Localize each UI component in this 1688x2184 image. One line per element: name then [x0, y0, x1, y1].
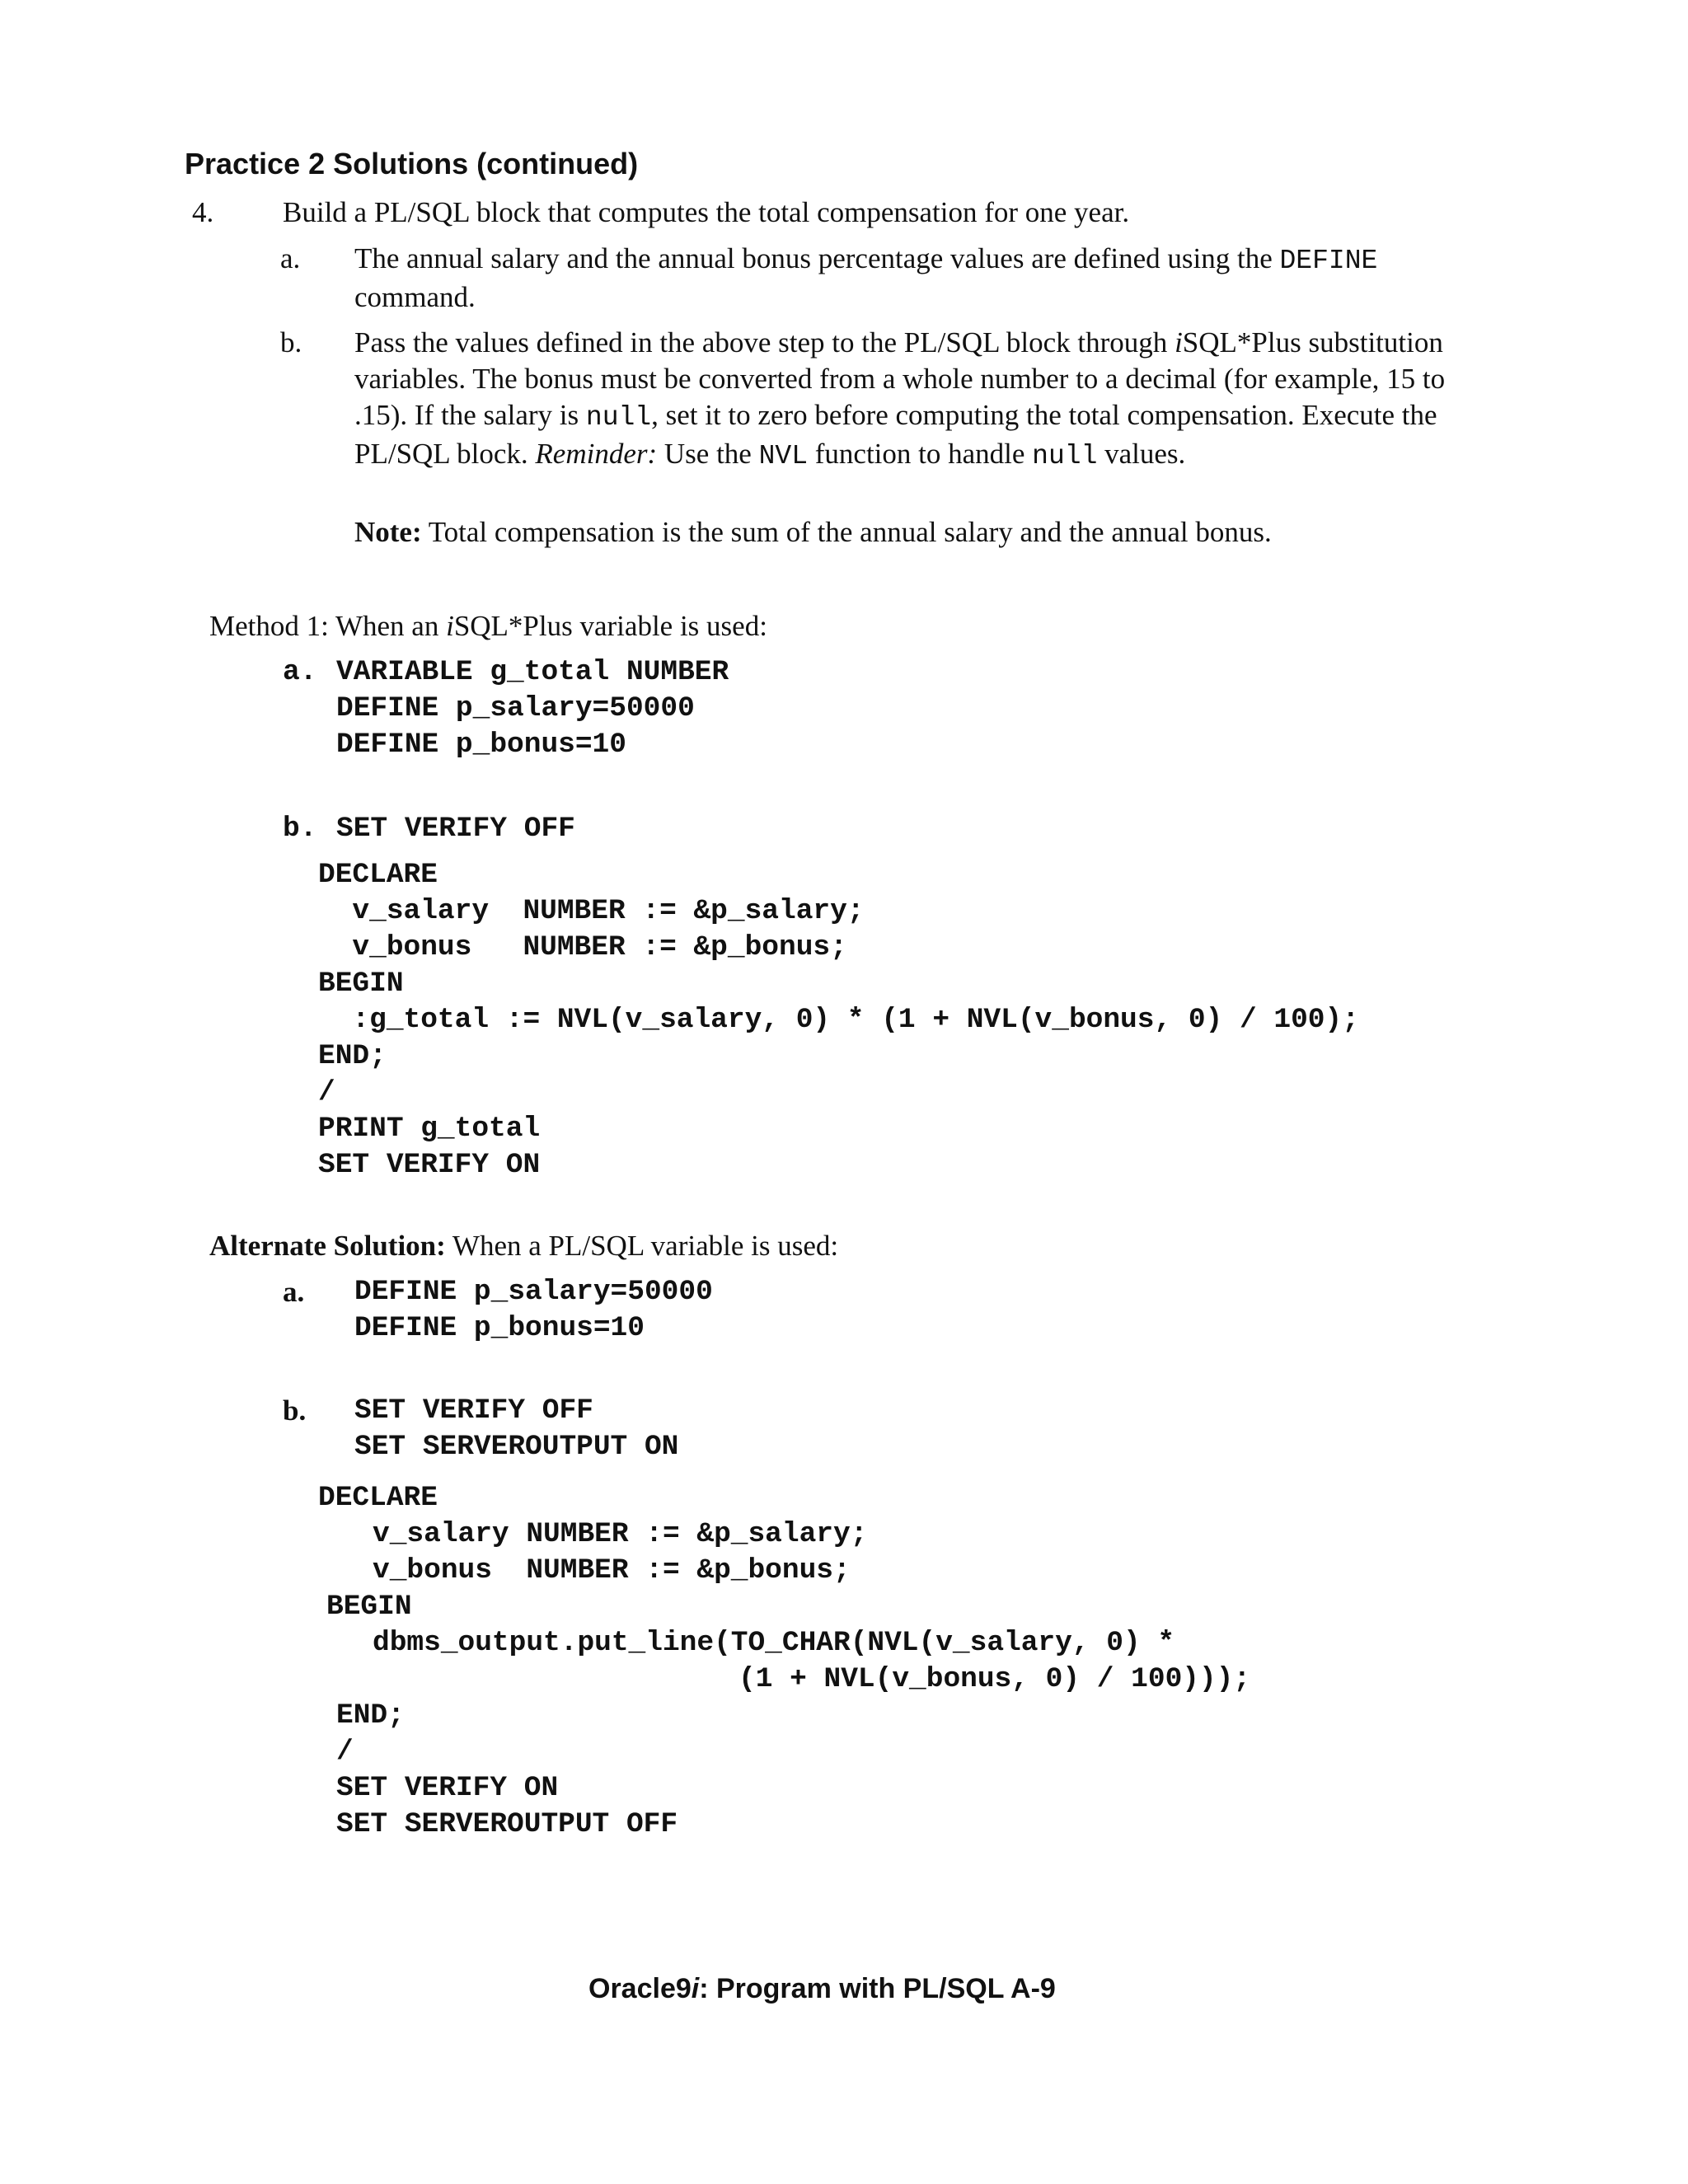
code-line: DEFINE p_salary=50000: [336, 692, 695, 724]
code-line: /: [318, 1076, 335, 1108]
define-inline-code: DEFINE: [1279, 246, 1378, 276]
method1-b-label: b.: [283, 813, 317, 845]
method1-title: Method 1: When an iSQL*Plus variable is used:: [209, 610, 767, 642]
question-number: 4.: [192, 196, 214, 228]
code-line: v_salary NUMBER := &p_salary;: [318, 895, 865, 927]
method1-a-code: [336, 654, 729, 763]
question-text: Build a PL/SQL block that computes the total compensation for one year.: [283, 196, 1130, 228]
alternate-decl-code: [373, 1516, 867, 1589]
note: Note: Total compensation is the sum of the annual salary and the annual bonus.: [354, 516, 1272, 548]
alternate-label: Alternate Solution:: [209, 1230, 446, 1262]
method1-a-label: a.: [283, 656, 317, 688]
code-line: END;: [336, 1699, 405, 1732]
alternate-end-code: [336, 1698, 678, 1843]
code-line: BEGIN: [318, 968, 404, 1000]
code-line: SET VERIFY ON: [318, 1149, 541, 1181]
nvl-inline-code: NVL: [758, 441, 809, 471]
code-line: DEFINE p_bonus=10: [336, 729, 626, 761]
alternate-b-label: b.: [283, 1394, 307, 1427]
alternate-title: Alternate Solution: When a PL/SQL variable is used:: [209, 1230, 839, 1262]
code-line: :g_total := NVL(v_salary, 0) * (1 + NVL(v_bonus, 0) / 100);: [318, 1004, 1359, 1036]
code-line: VARIABLE g_total NUMBER: [336, 656, 729, 688]
code-line: v_salary NUMBER := &p_salary;: [373, 1518, 868, 1550]
item-a-label: a.: [280, 242, 301, 274]
item-b-text: Pass the values defined in the above step to the PL/SQL block through iSQL*Plus substitution variables. The bonus must be converted from a whole number to a decimal (for example, 15 to .15). If the salary is null, set it to zero before computing the total compensation. Execute the PL/SQL block. Reminder: Use the NVL function to handle null values.: [354, 326, 1446, 471]
code-line: v_bonus NUMBER := &p_bonus;: [318, 931, 847, 963]
item-b-label: b.: [280, 326, 302, 359]
alternate-a-label: a.: [283, 1276, 305, 1308]
code-line: DEFINE p_salary=50000: [354, 1276, 713, 1308]
alternate-a-code: [354, 1274, 713, 1347]
note-label: Note:: [354, 516, 422, 548]
alternate-begin: BEGIN: [326, 1591, 412, 1623]
alternate-body-line2: (1 + NVL(v_bonus, 0) / 100)));: [738, 1663, 1251, 1695]
method1-b-code: [318, 857, 1359, 1183]
code-line: SET VERIFY OFF: [354, 1394, 593, 1427]
code-line: SET VERIFY ON: [336, 1772, 559, 1804]
item-a-text: The annual salary and the annual bonus percentage values are defined using the DEFINE command.: [354, 242, 1378, 313]
null-inline-code: null: [585, 402, 652, 433]
code-line: END;: [318, 1040, 387, 1072]
alternate-body-line1: dbms_output.put_line(TO_CHAR(NVL(v_salary, 0) *: [373, 1627, 1175, 1659]
method1-b-first: SET VERIFY OFF: [336, 813, 575, 845]
code-line: /: [336, 1736, 354, 1768]
code-line: PRINT g_total: [318, 1113, 541, 1145]
alternate-b-top: [354, 1393, 678, 1465]
code-line: DECLARE: [318, 859, 438, 891]
alternate-declare: DECLARE: [318, 1482, 438, 1514]
reminder-label: Reminder:: [535, 438, 658, 470]
page-heading: Practice 2 Solutions (continued): [185, 147, 639, 180]
null-inline-code: null: [1032, 441, 1098, 471]
code-line: SET SERVEROUTPUT ON: [354, 1431, 679, 1463]
code-line: SET SERVEROUTPUT OFF: [336, 1808, 678, 1840]
page-footer: Oracle9i: Program with PL/SQL A-9: [588, 1973, 1056, 2004]
code-line: v_bonus NUMBER := &p_bonus;: [373, 1554, 851, 1586]
code-line: DEFINE p_bonus=10: [354, 1312, 645, 1344]
